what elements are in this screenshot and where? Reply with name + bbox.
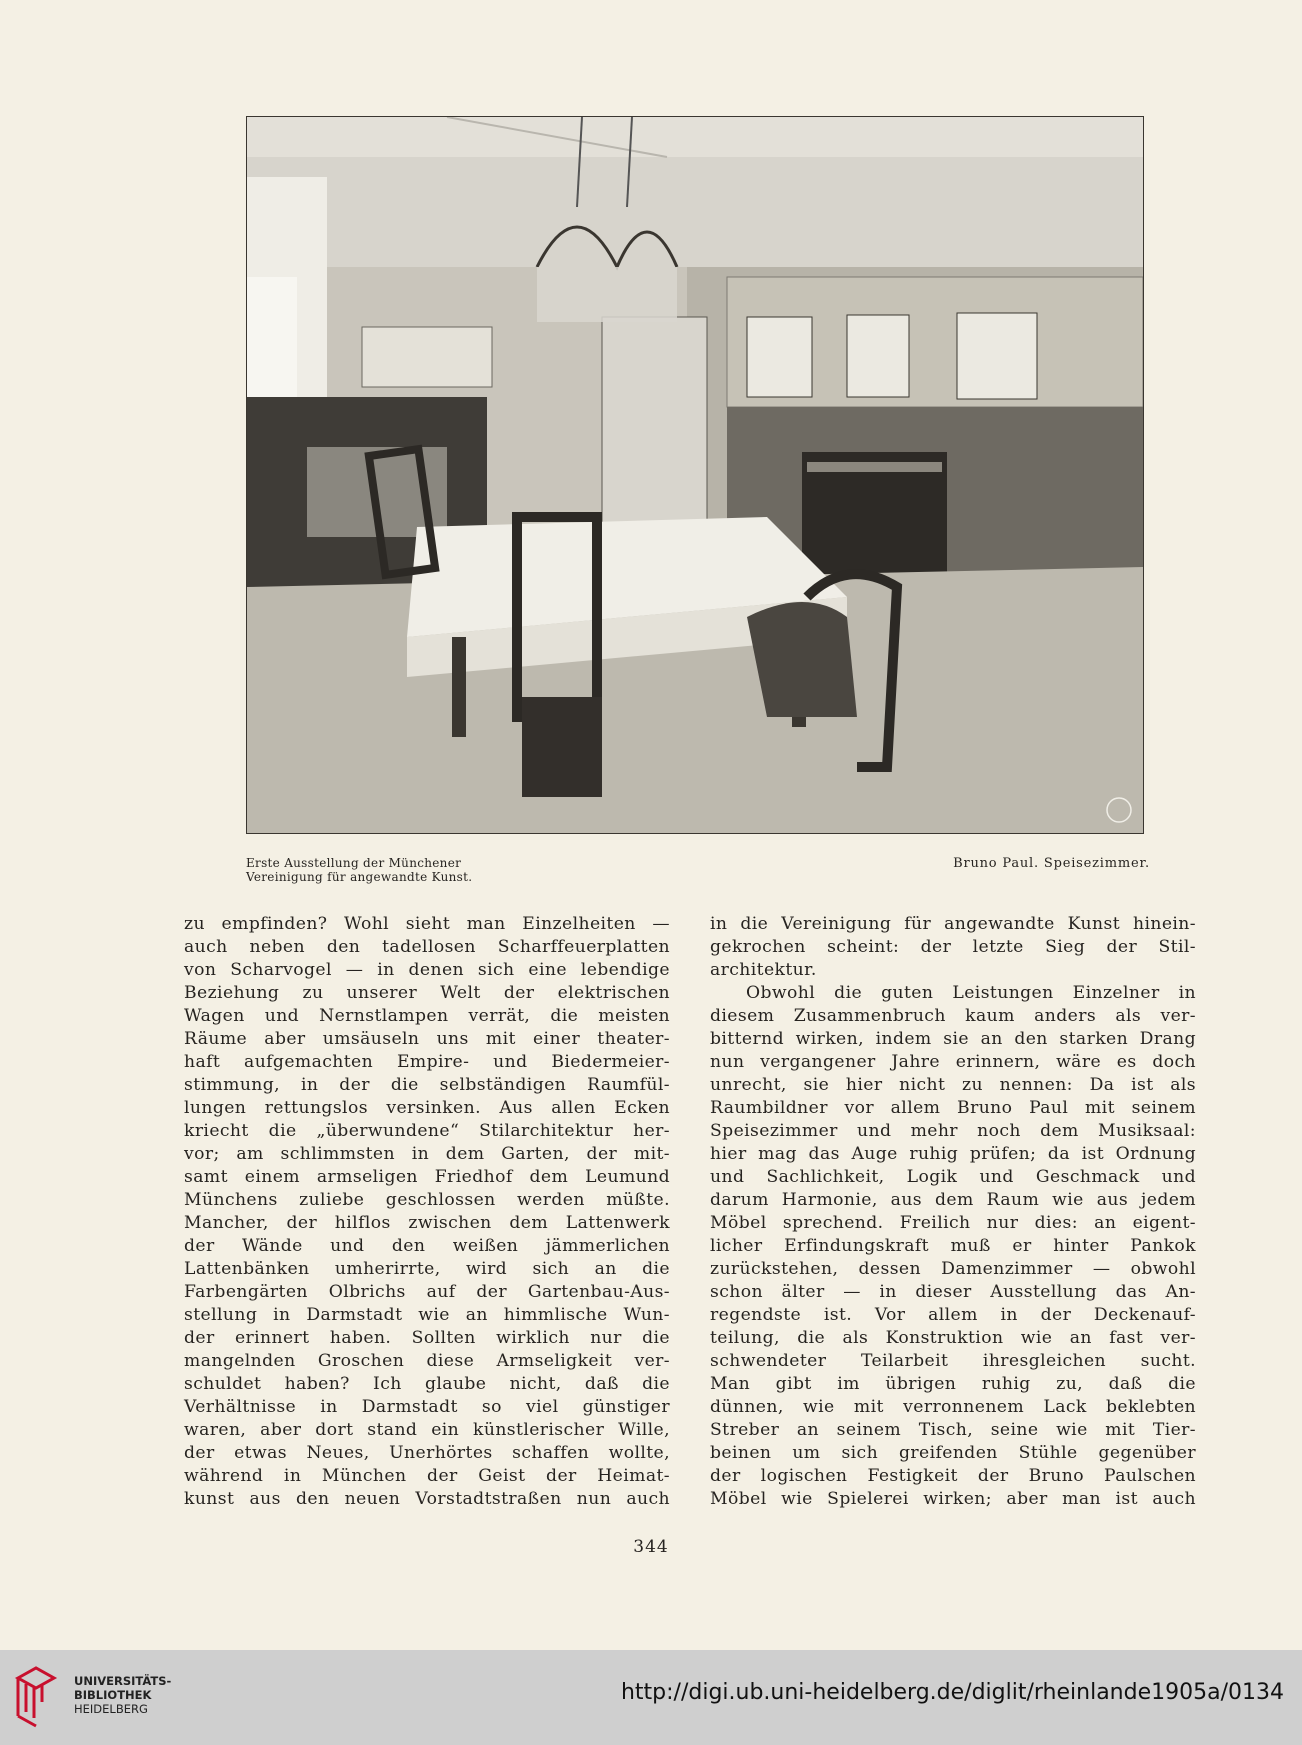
text-line: Speisezimmer und mehr noch dem Musiksaal:: [710, 1121, 1196, 1141]
text-line: dünnen, wie mit verronnenem Lack beklebten: [710, 1397, 1196, 1417]
left-text-column: [184, 913, 670, 1511]
text-line: schon älter — in dieser Ausstellung das An-: [710, 1282, 1196, 1302]
text-line: Man gibt im übrigen ruhig zu, daß die: [710, 1374, 1196, 1394]
text-line: der erinnert haben. Sollten wirklich nur die: [184, 1328, 670, 1348]
text-line: Farbengärten Olbrichs auf der Gartenbau-Aus-: [184, 1282, 670, 1302]
text-line: stellung in Darmstadt wie an himmlische Wun-: [184, 1305, 670, 1325]
caption-left-line-1: Erste Ausstellung der Münchener: [246, 856, 462, 870]
text-line: schwendeter Teilarbeit ihresgleichen sucht.: [710, 1351, 1196, 1371]
photo-caption-left: [246, 856, 566, 884]
text-line: Obwohl die guten Leistungen Einzelner in: [746, 983, 1196, 1003]
text-line: Raumbildner vor allem Bruno Paul mit seinem: [710, 1098, 1196, 1118]
text-line: nun vergangener Jahre erinnern, wäre es doch: [710, 1052, 1196, 1072]
text-line: samt einem armseligen Friedhof dem Leumund: [184, 1167, 670, 1187]
caption-left-line-2: Vereinigung für angewandte Kunst.: [246, 870, 473, 884]
text-line: vor; am schlimmsten in dem Garten, der mit-: [184, 1144, 670, 1164]
text-line: kunst aus den neuen Vorstadtstraßen nun auch: [184, 1489, 670, 1509]
text-line: beinen um sich greifenden Stühle gegenüber: [710, 1443, 1196, 1463]
text-line: haft aufgemachten Empire- und Biedermeier-: [184, 1052, 670, 1072]
text-line: Verhältnisse in Darmstadt so viel günstiger: [184, 1397, 670, 1417]
text-line: Möbel wie Spielerei wirken; aber man ist auch: [710, 1489, 1196, 1509]
text-line: bitternd wirken, indem sie an den starken Drang: [710, 1029, 1196, 1049]
photo-caption-right: Bruno Paul. Speisezimmer.: [953, 856, 1150, 871]
text-line: schuldet haben? Ich glaube nicht, daß die: [184, 1374, 670, 1394]
text-line: zu empfinden? Wohl sieht man Einzelheiten —: [184, 914, 670, 934]
text-line: mangelnden Groschen diese Armseligkeit ver-: [184, 1351, 670, 1371]
text-line: darum Harmonie, aus dem Raum wie aus jedem: [710, 1190, 1196, 1210]
text-line: Lattenbänken umherirrte, wird sich an die: [184, 1259, 670, 1279]
text-line: Räume aber umsäuseln uns mit einer theater-: [184, 1029, 670, 1049]
text-line: stimmung, in der die selbständigen Raumfül-: [184, 1075, 670, 1095]
text-line: diesem Zusammenbruch kaum anders als ver-: [710, 1006, 1196, 1026]
text-line: licher Erfindungskraft muß er hinter Pankok: [710, 1236, 1196, 1256]
text-line: regendste ist. Vor allem in der Deckenauf-: [710, 1305, 1196, 1325]
text-line: auch neben den tadellosen Scharffeuerplatten: [184, 937, 670, 957]
text-line: der Wände und den weißen jämmerlichen: [184, 1236, 670, 1256]
text-line: Beziehung zu unserer Welt der elektrischen: [184, 983, 670, 1003]
text-line: hier mag das Auge ruhig prüfen; da ist Ordnung: [710, 1144, 1196, 1164]
text-line: Möbel sprechend. Freilich nur dies: an eigent-: [710, 1213, 1196, 1233]
text-line: Mancher, der hilflos zwischen dem Lattenwerk: [184, 1213, 670, 1233]
text-line: lungen rettungslos versinken. Aus allen Ecken: [184, 1098, 670, 1118]
library-name-line-3: HEIDELBERG: [74, 1702, 148, 1716]
text-line: und Sachlichkeit, Logik und Geschmack und: [710, 1167, 1196, 1187]
library-logo-icon[interactable]: [14, 1664, 64, 1730]
text-line: waren, aber dort stand ein künstlerischer Wille,: [184, 1420, 670, 1440]
page-number: 344: [633, 1537, 669, 1557]
text-line: der logischen Festigkeit der Bruno Paulschen: [710, 1466, 1196, 1486]
text-line: von Scharvogel — in denen sich eine lebendige: [184, 960, 670, 980]
text-line: der etwas Neues, Unerhörtes schaffen wollte,: [184, 1443, 670, 1463]
library-name-line-2: BIBLIOTHEK: [74, 1688, 152, 1702]
source-url-link[interactable]: http://digi.ub.uni-heidelberg.de/diglit/rheinlande1905a/0134: [620, 1680, 1284, 1705]
text-line: während in München der Geist der Heimat-: [184, 1466, 670, 1486]
text-line: in die Vereinigung für angewandte Kunst hinein-: [710, 914, 1196, 934]
text-line: gekrochen scheint: der letzte Sieg der Stil-: [710, 937, 1196, 957]
library-name-line-1: UNIVERSITÄTS-: [74, 1674, 172, 1688]
library-name: [74, 1674, 171, 1716]
text-line: zurückstehen, dessen Damenzimmer — obwohl: [710, 1259, 1196, 1279]
text-line: Münchens zuliebe geschlossen werden müßte.: [184, 1190, 670, 1210]
text-line: teilung, die als Konstruktion wie an fast ver-: [710, 1328, 1196, 1348]
text-line: unrecht, sie hier nicht zu nennen: Da ist als: [710, 1075, 1196, 1095]
dining-room-photograph: [246, 116, 1144, 834]
text-line: kriecht die „überwundene“ Stilarchitektur her-: [184, 1121, 670, 1141]
text-line: Streber an seinem Tisch, seine wie mit Tier-: [710, 1420, 1196, 1440]
right-text-column: [710, 913, 1196, 1511]
text-line: Wagen und Nernstlampen verrät, die meisten: [184, 1006, 670, 1026]
text-line: architektur.: [710, 960, 817, 980]
footer-bar: [0, 1650, 1302, 1745]
